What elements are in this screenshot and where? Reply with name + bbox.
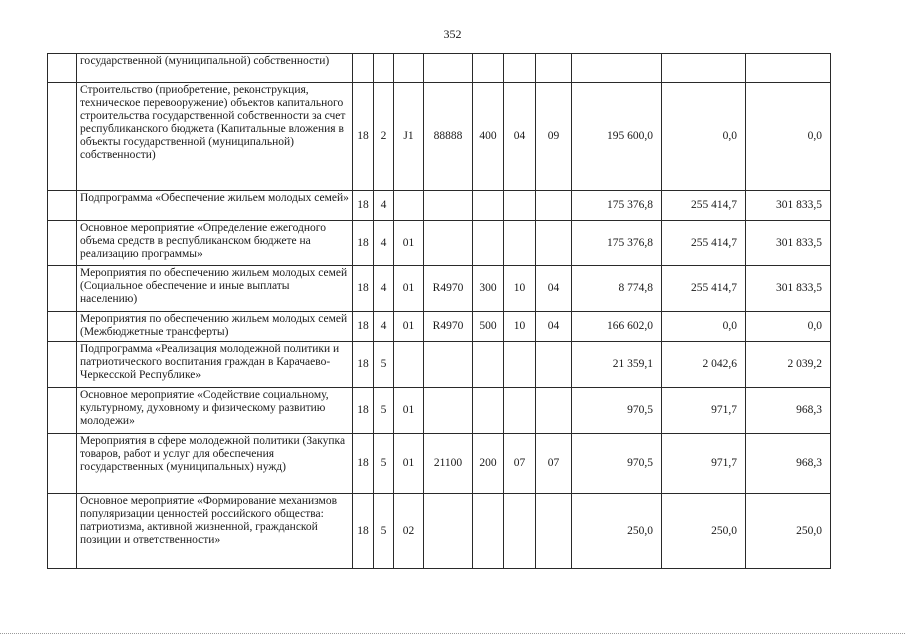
subprogram-code-cell: 02: [394, 494, 424, 569]
amount-year-2-cell: 971,7: [662, 434, 746, 494]
subprogram-code-cell: 01: [394, 434, 424, 494]
ministry-code-cell: 18: [353, 312, 374, 342]
expense-type-cell: [473, 191, 504, 221]
program-code-cell: [374, 54, 394, 83]
section-cell: 10: [504, 312, 536, 342]
subsection-cell: [536, 191, 572, 221]
expense-type-cell: 400: [473, 83, 504, 191]
program-code-cell: 5: [374, 388, 394, 434]
amount-year-2-cell: 0,0: [662, 83, 746, 191]
amount-year-2-cell: 255 414,7: [662, 266, 746, 312]
direction-code-cell: R4970: [424, 312, 473, 342]
item-name-cell: государственной (муниципальной) собственности): [77, 54, 353, 83]
item-name-cell: Основное мероприятие «Формирование механизмов популяризации ценностей российского общества: патриотизма, активной жизненной, гражданской позиции и ответственности»: [77, 494, 353, 569]
item-name-cell: Мероприятия по обеспечению жильем молодых семей (Межбюджетные трансферты): [77, 312, 353, 342]
direction-code-cell: R4970: [424, 266, 473, 312]
row-number-cell: [48, 83, 77, 191]
row-number-cell: [48, 494, 77, 569]
expense-type-cell: 300: [473, 266, 504, 312]
budget-table: [47, 53, 831, 569]
item-name-cell: Основное мероприятие «Определение ежегодного объема средств в республиканском бюджете на реализацию программы»: [77, 221, 353, 266]
row-number-cell: [48, 266, 77, 312]
item-name-cell: Подпрограмма «Реализация молодежной политики и патриотического воспитания граждан в Карачаево-Черкесской Республике»: [77, 342, 353, 388]
table-row: [48, 312, 831, 342]
program-code-cell: 5: [374, 434, 394, 494]
subprogram-code-cell: J1: [394, 83, 424, 191]
subsection-cell: 04: [536, 266, 572, 312]
table-row: [48, 434, 831, 494]
scan-edge-line: [0, 633, 905, 634]
amount-year-3-cell: 0,0: [746, 83, 831, 191]
amount-year-2-cell: [662, 54, 746, 83]
row-number-cell: [48, 434, 77, 494]
direction-code-cell: 21100: [424, 434, 473, 494]
amount-year-1-cell: 175 376,8: [572, 221, 662, 266]
subprogram-code-cell: [394, 54, 424, 83]
subprogram-code-cell: [394, 342, 424, 388]
program-code-cell: 5: [374, 342, 394, 388]
amount-year-3-cell: 250,0: [746, 494, 831, 569]
program-code-cell: 2: [374, 83, 394, 191]
subsection-cell: [536, 494, 572, 569]
ministry-code-cell: 18: [353, 494, 374, 569]
expense-type-cell: [473, 342, 504, 388]
page-number: 352: [443, 27, 462, 41]
program-code-cell: 5: [374, 494, 394, 569]
amount-year-1-cell: 195 600,0: [572, 83, 662, 191]
amount-year-1-cell: 21 359,1: [572, 342, 662, 388]
section-cell: [504, 221, 536, 266]
row-number-cell: [48, 221, 77, 266]
direction-code-cell: [424, 221, 473, 266]
subsection-cell: [536, 54, 572, 83]
subprogram-code-cell: [394, 191, 424, 221]
amount-year-2-cell: 971,7: [662, 388, 746, 434]
row-number-cell: [48, 54, 77, 83]
item-name-cell: Подпрограмма «Обеспечение жильем молодых семей»: [77, 191, 353, 221]
program-code-cell: 4: [374, 312, 394, 342]
amount-year-3-cell: 0,0: [746, 312, 831, 342]
ministry-code-cell: 18: [353, 221, 374, 266]
amount-year-1-cell: 970,5: [572, 388, 662, 434]
amount-year-2-cell: 0,0: [662, 312, 746, 342]
item-name-cell: Строительство (приобретение, реконструкция, техническое перевооружение) объектов капитального строительства государственной собственности за счет республиканского бюджета (Капитальные вложения в объекты государственной (муниципальной) собственности): [77, 83, 353, 191]
section-cell: [504, 54, 536, 83]
direction-code-cell: [424, 388, 473, 434]
amount-year-1-cell: 166 602,0: [572, 312, 662, 342]
ministry-code-cell: 18: [353, 83, 374, 191]
subsection-cell: [536, 342, 572, 388]
row-number-cell: [48, 191, 77, 221]
direction-code-cell: 88888: [424, 83, 473, 191]
table-row: [48, 266, 831, 312]
amount-year-2-cell: 2 042,6: [662, 342, 746, 388]
program-code-cell: 4: [374, 266, 394, 312]
amount-year-3-cell: 301 833,5: [746, 266, 831, 312]
program-code-cell: 4: [374, 221, 394, 266]
amount-year-1-cell: [572, 54, 662, 83]
amount-year-3-cell: 968,3: [746, 434, 831, 494]
amount-year-3-cell: 301 833,5: [746, 191, 831, 221]
subsection-cell: [536, 221, 572, 266]
direction-code-cell: [424, 342, 473, 388]
amount-year-3-cell: 2 039,2: [746, 342, 831, 388]
amount-year-3-cell: 968,3: [746, 388, 831, 434]
section-cell: 04: [504, 83, 536, 191]
table-row: [48, 342, 831, 388]
ministry-code-cell: 18: [353, 342, 374, 388]
subprogram-code-cell: 01: [394, 221, 424, 266]
item-name-cell: Мероприятия в сфере молодежной политики (Закупка товаров, работ и услуг для обеспечения государственных (муниципальных) нужд): [77, 434, 353, 494]
subprogram-code-cell: 01: [394, 312, 424, 342]
direction-code-cell: [424, 191, 473, 221]
expense-type-cell: [473, 388, 504, 434]
item-name-cell: Мероприятия по обеспечению жильем молодых семей (Социальное обеспечение и иные выплаты населению): [77, 266, 353, 312]
section-cell: [504, 494, 536, 569]
amount-year-1-cell: 8 774,8: [572, 266, 662, 312]
ministry-code-cell: 18: [353, 191, 374, 221]
expense-type-cell: 200: [473, 434, 504, 494]
ministry-code-cell: 18: [353, 434, 374, 494]
subsection-cell: 07: [536, 434, 572, 494]
amount-year-2-cell: 250,0: [662, 494, 746, 569]
expense-type-cell: 500: [473, 312, 504, 342]
table-row: [48, 83, 831, 191]
section-cell: 07: [504, 434, 536, 494]
table-row: [48, 54, 831, 83]
subsection-cell: [536, 388, 572, 434]
ministry-code-cell: 18: [353, 388, 374, 434]
row-number-cell: [48, 312, 77, 342]
amount-year-1-cell: 970,5: [572, 434, 662, 494]
section-cell: [504, 342, 536, 388]
table-row: [48, 388, 831, 434]
table-row: [48, 191, 831, 221]
amount-year-2-cell: 255 414,7: [662, 191, 746, 221]
expense-type-cell: [473, 54, 504, 83]
ministry-code-cell: 18: [353, 266, 374, 312]
subprogram-code-cell: 01: [394, 266, 424, 312]
amount-year-1-cell: 250,0: [572, 494, 662, 569]
section-cell: [504, 191, 536, 221]
subprogram-code-cell: 01: [394, 388, 424, 434]
section-cell: 10: [504, 266, 536, 312]
amount-year-3-cell: [746, 54, 831, 83]
section-cell: [504, 388, 536, 434]
table-row: [48, 494, 831, 569]
ministry-code-cell: [353, 54, 374, 83]
row-number-cell: [48, 388, 77, 434]
amount-year-2-cell: 255 414,7: [662, 221, 746, 266]
subsection-cell: 09: [536, 83, 572, 191]
subsection-cell: 04: [536, 312, 572, 342]
expense-type-cell: [473, 494, 504, 569]
amount-year-3-cell: 301 833,5: [746, 221, 831, 266]
row-number-cell: [48, 342, 77, 388]
direction-code-cell: [424, 494, 473, 569]
table-row: [48, 221, 831, 266]
item-name-cell: Основное мероприятие «Содействие социальному, культурному, духовному и физическому развитию молодежи»: [77, 388, 353, 434]
expense-type-cell: [473, 221, 504, 266]
direction-code-cell: [424, 54, 473, 83]
amount-year-1-cell: 175 376,8: [572, 191, 662, 221]
program-code-cell: 4: [374, 191, 394, 221]
